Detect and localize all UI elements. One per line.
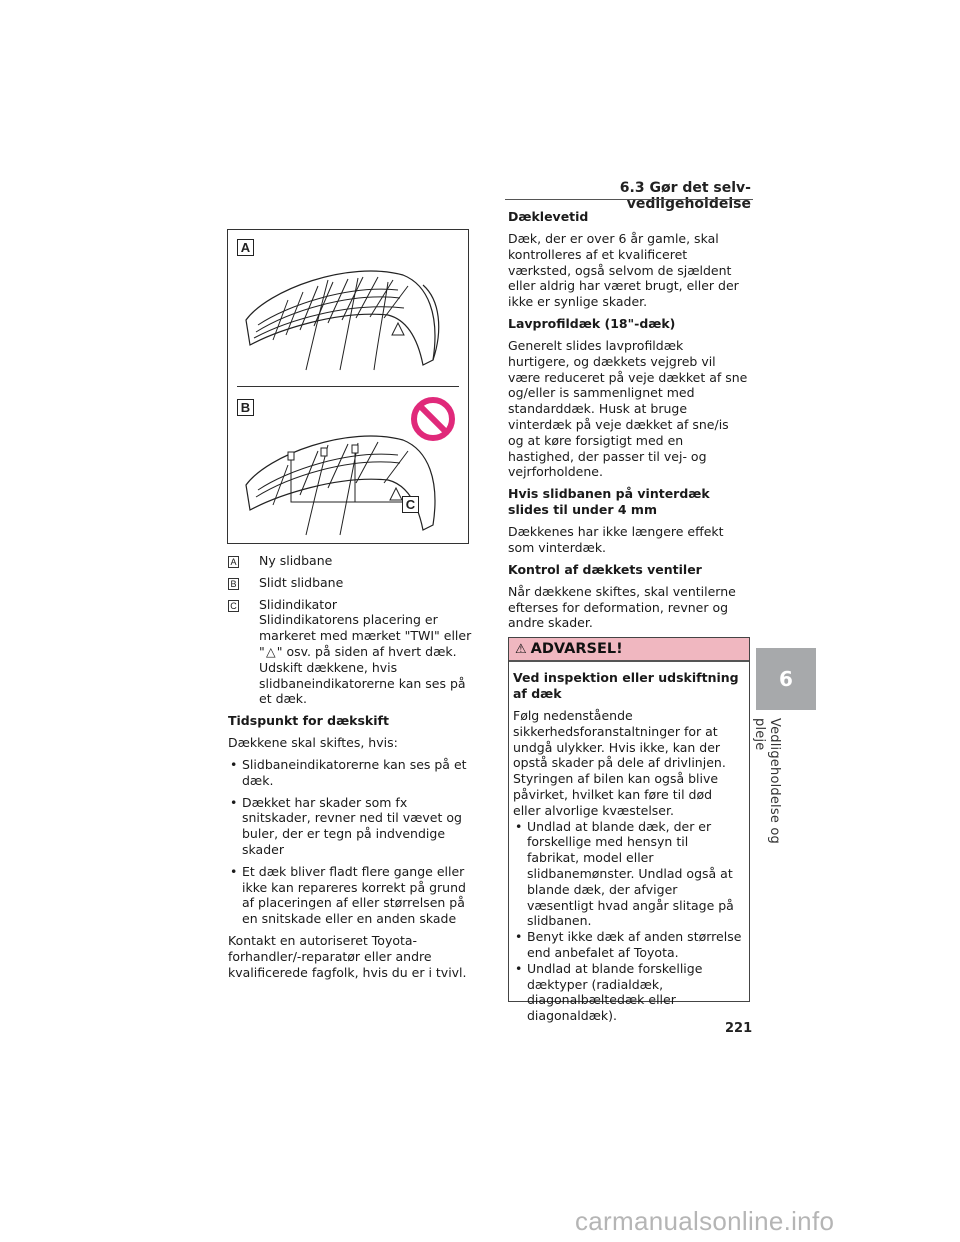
- bullet-list: [228, 757, 472, 927]
- list-item: • Et dæk bliver fladt flere gange eller ikke kan repareres korrekt på grund af placeringen af eller størrelsen på en snitskade eller en anden skade: [228, 864, 472, 927]
- warning-title: ADVARSEL!: [530, 641, 623, 657]
- paragraph: Dæk, der er over 6 år gamle, skal kontrolleres af et kvalificeret værksted, også selvom de sjældent eller aldrig har været brugt, eller der ikke er synlige skader.: [508, 231, 739, 310]
- warning-bullet-list: [513, 819, 743, 1024]
- wear-indicator-triangle-icon: △: [265, 643, 276, 659]
- watermark: carmanualsonline.info: [575, 1206, 835, 1236]
- legend-key: C: [228, 600, 239, 612]
- list-item: • Benyt ikke dæk af anden størrelse end anbefalet af Toyota.: [513, 929, 743, 961]
- legend-item-c: [228, 597, 472, 708]
- figure-label-a: A: [237, 239, 254, 256]
- legend-text: [259, 597, 472, 708]
- heading-levetid: Dæklevetid: [508, 209, 589, 224]
- legend-item-b: [228, 575, 472, 591]
- figure-divider: [237, 386, 459, 387]
- list-item: • Undlad at blande dæk, der er forskellige med hensyn til fabrikat, model eller slidbanemønster. Undlad også at blande dæk, der afviger væsentligt hvad angår slitage på slidbanen.: [513, 819, 743, 930]
- legend-item-a: [228, 553, 472, 569]
- legend-text-line: Slidindikator: [259, 596, 337, 612]
- page-number: 221: [725, 1021, 753, 1036]
- list-item: • Dækket har skader som fx snitskader, revner ned til vævet og buler, der er tegn på indvendige skader: [228, 795, 472, 858]
- warning-body: [509, 662, 749, 1024]
- tire-tread-figure: [227, 229, 469, 544]
- figure-label-c: C: [402, 496, 419, 513]
- legend-text-line: " osv. på siden af hvert dæk. Udskift dækkene, hvis slidbaneindikatorerne kan ses på et dæk.: [259, 643, 466, 707]
- legend-key: B: [228, 578, 239, 590]
- heading-vinter: Hvis slidbanen på vinterdæk slides til under 4 mm: [508, 486, 710, 518]
- left-column: [228, 553, 472, 986]
- warning-header: [509, 638, 749, 662]
- paragraph: Generelt slides lavprofildæk hurtigere, og dækkets vejgreb vil være reduceret på veje dækket af sne og/eller is sammenlignet med standarddæk. Husk at bruge vinterdæk på veje dækket af sne/is og at køre forsigtigt med en hastighed, der passer til vej- og vejrforholdene.: [508, 337, 748, 480]
- worn-tread-illustration: [228, 390, 468, 540]
- paragraph: Når dækkene skiftes, skal ventilerne efterses for deformation, revner og andre skader.: [508, 583, 736, 631]
- list-item: • Slidbaneindikatorerne kan ses på et dæk.: [228, 757, 472, 789]
- section-header: 6.3 Gør det selv-vedligeholdelse: [619, 180, 751, 212]
- paragraph: Dækkenes har ikke længere effekt som vinterdæk.: [508, 524, 724, 555]
- list-item: • Undlad at blande forskellige dæktyper (radialdæk, diagonalbæltedæk eller diagonaldæk).: [513, 961, 743, 1024]
- warning-intro: Følg nedenstående sikkerhedsforanstaltninger for at undgå ulykker. Hvis ikke, kan der opstå skader på dele af drivlinjen. Styringen af bilen kan også blive påvirket, hvilket kan føre til død eller alvorlige kvæstelser.: [513, 708, 726, 818]
- warning-subtitle: Ved inspektion eller udskiftning af dæk: [513, 670, 739, 701]
- legend-key: A: [228, 556, 239, 568]
- right-column: [508, 209, 748, 637]
- warning-box: [508, 637, 750, 1024]
- chapter-tab: 6: [756, 648, 816, 710]
- legend-text: Ny slidbane: [259, 553, 333, 568]
- legend-text-line: Slidindikatorens placering er markeret med mærket "TWI" eller ": [259, 612, 472, 659]
- heading-ventiler: Kontrol af dækkets ventiler: [508, 561, 702, 577]
- heading-tidspunkt: Tidspunkt for dækskift: [228, 713, 389, 729]
- paragraph: Dækkene skal skiftes, hvis:: [228, 735, 398, 751]
- heading-lavprofil: Lavprofildæk (18"-dæk): [508, 315, 676, 331]
- header-rule: [505, 199, 753, 200]
- warning-triangle-icon: ⚠: [515, 641, 527, 657]
- figure-label-b: B: [237, 399, 254, 416]
- new-tread-illustration: [228, 230, 468, 385]
- legend-text: Slidt slidbane: [259, 574, 344, 590]
- chapter-title-vertical: Vedligeholdelse og pleje: [752, 718, 782, 844]
- paragraph: Kontakt en autoriseret Toyota-forhandler/-reparatør eller andre kvalificerede fagfolk, hvis du er i tvivl.: [228, 932, 467, 980]
